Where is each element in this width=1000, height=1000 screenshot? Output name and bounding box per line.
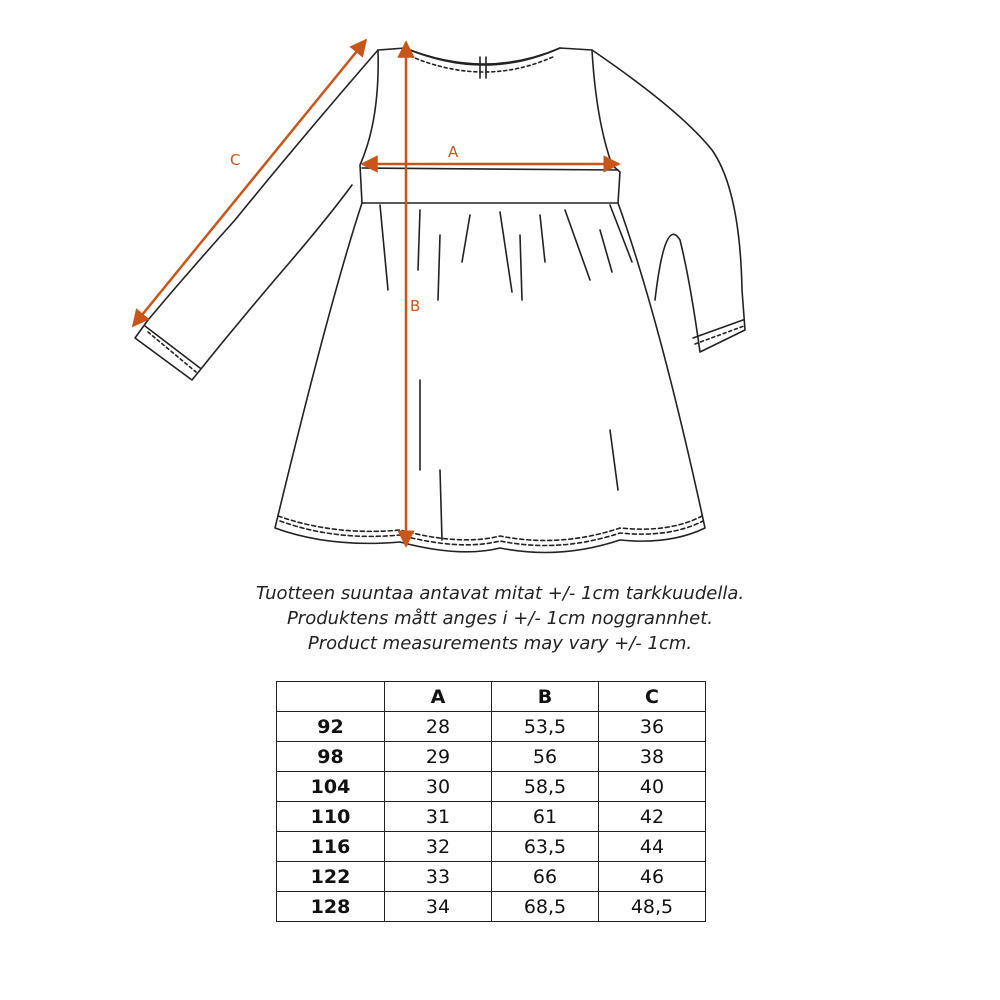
left-cuff xyxy=(145,326,200,368)
value-b: 53,5 xyxy=(492,712,599,742)
measure-arrow-c xyxy=(133,40,366,326)
waist-seam xyxy=(362,168,618,170)
size-cell: 92 xyxy=(277,712,385,742)
table-row xyxy=(277,772,706,802)
value-b: 63,5 xyxy=(492,832,599,862)
value-a: 29 xyxy=(385,742,492,772)
table-row xyxy=(277,712,706,742)
header-size xyxy=(277,682,385,712)
value-b: 61 xyxy=(492,802,599,832)
value-a: 32 xyxy=(385,832,492,862)
size-cell: 98 xyxy=(277,742,385,772)
value-c: 42 xyxy=(599,802,706,832)
table-row xyxy=(277,892,706,922)
value-b: 56 xyxy=(492,742,599,772)
table-row xyxy=(277,802,706,832)
measurement-note-swedish: Produktens mått anges i +/- 1cm noggrannhet. xyxy=(286,608,714,629)
header-a: A xyxy=(385,682,492,712)
dress-bodice xyxy=(360,48,620,203)
table-row xyxy=(277,862,706,892)
skirt-gathers xyxy=(380,205,632,540)
value-c: 46 xyxy=(599,862,706,892)
size-cell: 128 xyxy=(277,892,385,922)
value-c: 38 xyxy=(599,742,706,772)
measurement-note-english: Product measurements may vary +/- 1cm. xyxy=(307,633,693,654)
size-cell: 122 xyxy=(277,862,385,892)
label-a: A xyxy=(448,143,459,161)
label-c: C xyxy=(230,151,241,169)
dress-skirt xyxy=(275,203,705,553)
header-c: C xyxy=(599,682,706,712)
value-a: 28 xyxy=(385,712,492,742)
value-c: 48,5 xyxy=(599,892,706,922)
value-b: 58,5 xyxy=(492,772,599,802)
value-c: 40 xyxy=(599,772,706,802)
header-b: B xyxy=(492,682,599,712)
value-a: 34 xyxy=(385,892,492,922)
size-cell: 116 xyxy=(277,832,385,862)
back-button-placket xyxy=(480,57,486,78)
value-b: 66 xyxy=(492,862,599,892)
value-c: 44 xyxy=(599,832,706,862)
label-b: B xyxy=(410,297,421,315)
value-a: 30 xyxy=(385,772,492,802)
right-sleeve xyxy=(592,50,745,352)
size-cell: 110 xyxy=(277,802,385,832)
value-c: 36 xyxy=(599,712,706,742)
value-a: 33 xyxy=(385,862,492,892)
size-cell: 104 xyxy=(277,772,385,802)
table-header-row xyxy=(277,682,706,712)
value-a: 31 xyxy=(385,802,492,832)
left-sleeve xyxy=(135,50,378,380)
table-row xyxy=(277,742,706,772)
measurement-note-finnish: Tuotteen suuntaa antavat mitat +/- 1cm tarkkuudella. xyxy=(255,583,745,604)
value-b: 68,5 xyxy=(492,892,599,922)
table-row xyxy=(277,832,706,862)
size-chart-table xyxy=(276,681,706,922)
hem-stitch xyxy=(278,516,702,541)
